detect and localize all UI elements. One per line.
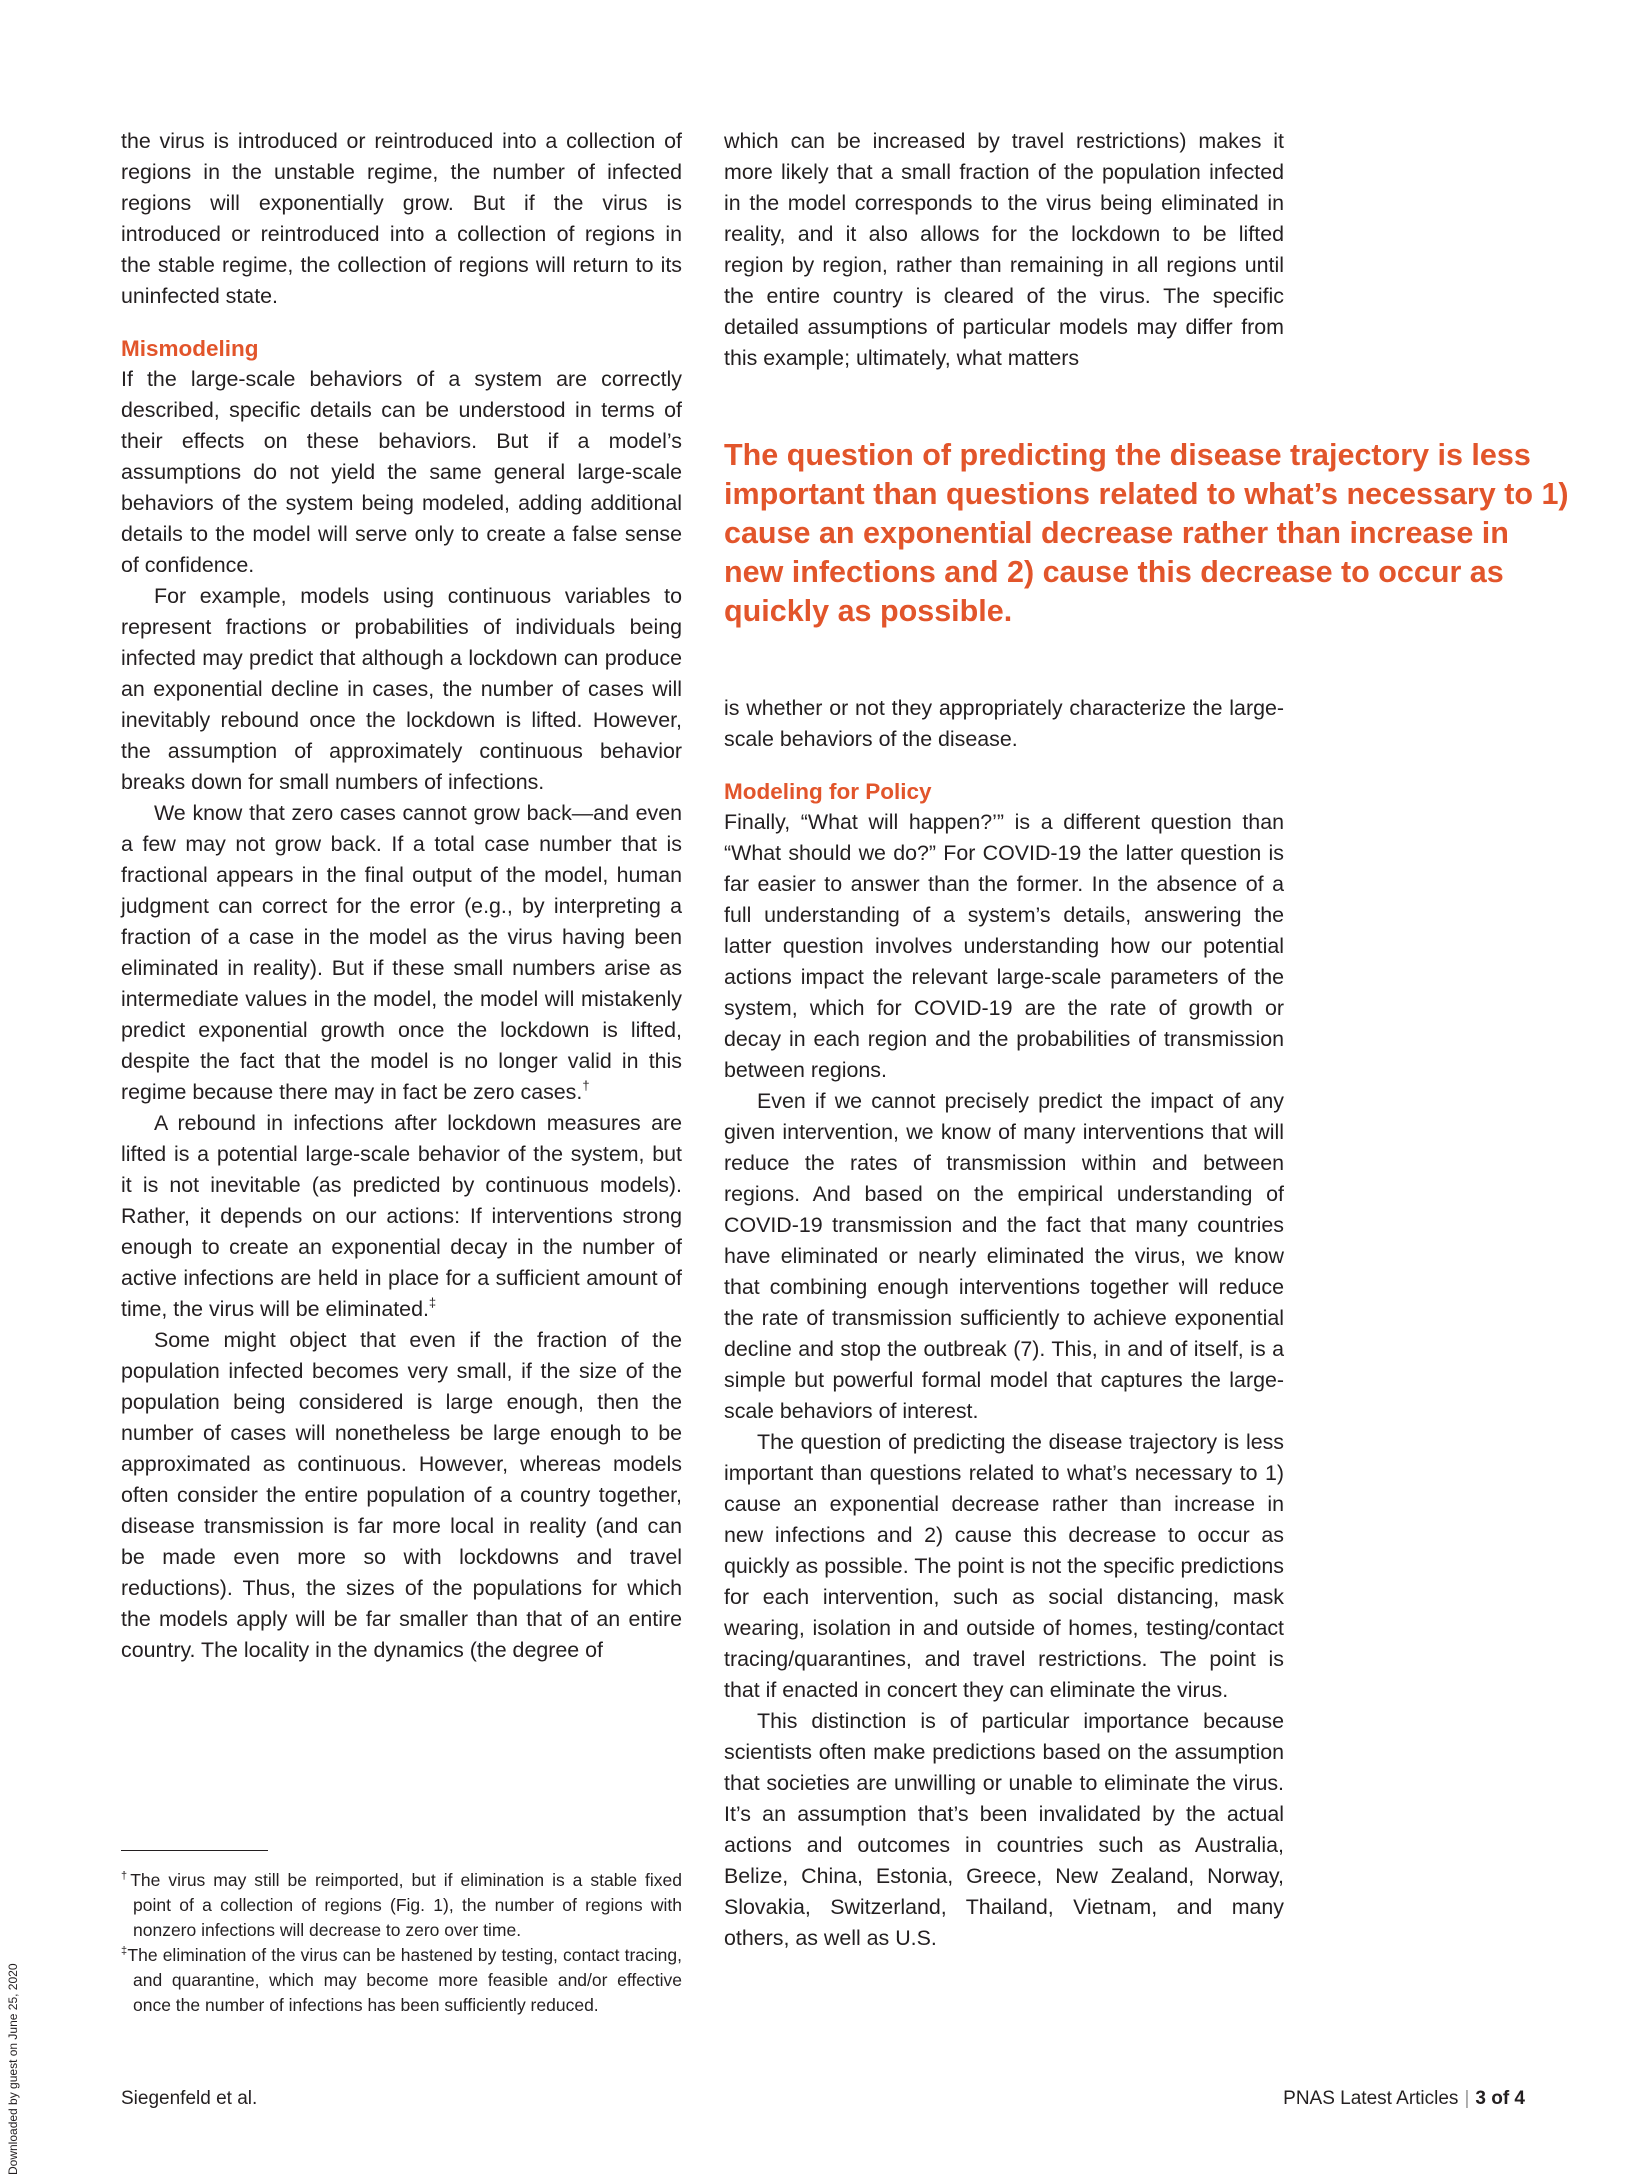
- footnote-mark: †: [121, 1870, 131, 1882]
- paragraph: Finally, “What will happen?’” is a different question than “What should we do?” For COVID-19 the latter question is far easier to answer than the former. In the absence of a full understanding of a system’s details, answering the latter question involves understanding how our potential actions impact the relevant large-scale parameters of the system, which for COVID-19 are the rate of growth or decay in each region and the probabilities of transmission between regions.: [724, 810, 1284, 1082]
- paragraph: Some might object that even if the fraction of the population infected becomes very small, if the size of the population being considered is large enough, then the number of cases will nonetheless be large enough to be approximated as continuous. However, whereas models often consider the entire population of a country together, disease transmission is far more local in reality (and can be made even more so with lockdowns and travel reductions). Thus, the sizes of the populations for which the models apply will be far smaller than that of an entire country. The locality in the dynamics (the degree of: [121, 1328, 682, 1662]
- paragraph-text: A rebound in infections after lockdown measures are lifted is a potential large-scale behavior of the system, but it is not inevitable (as predicted by continuous models). Rather, it depends on our actions: If interventions strong enough to create an exponential decay in the number of active infections are held in place for a sufficient amount of time, the virus will be eliminated.: [121, 1111, 682, 1321]
- right-column: [724, 126, 1569, 1954]
- footnotes: [121, 1868, 682, 2018]
- footnote-ref-dagger[interactable]: †: [582, 1078, 590, 1093]
- paragraph: the virus is introduced or reintroduced into a collection of regions in the unstable regime, the number of infected regions will exponentially grow. But if the virus is introduced or reintroduced into a collection of regions in the stable regime, the collection of regions will return to its uninfected state.: [121, 129, 682, 308]
- left-column: [121, 126, 682, 1666]
- paragraph: is whether or not they appropriately characterize the large-scale behaviors of the disease.: [724, 696, 1284, 751]
- paragraph: which can be increased by travel restrictions) makes it more likely that a small fraction of the population infected in the model corresponds to the virus being eliminated in reality, and it also allows for the lockdown to be lifted region by region, rather than remaining in all regions until the entire country is cleared of the virus. The specific detailed assumptions of particular models may differ from this example; ultimately, what matters: [724, 129, 1284, 370]
- paragraph: [121, 798, 682, 1108]
- footer-separator: |: [1464, 2088, 1470, 2109]
- paragraph: [121, 1108, 682, 1325]
- paragraph-text: We know that zero cases cannot grow back—and even a few may not grow back. If a total case number that is fractional appears in the final output of the model, human judgment can correct for the error (e.g., by interpreting a fraction of a case in the model as the virus having been eliminated in reality). But if these small numbers arise as intermediate values in the model, the model will mistakenly predict exponential growth once the lockdown is lifted, despite the fact that the model is no longer valid in this regime because there may in fact be zero cases.: [121, 801, 682, 1104]
- footnote-dagger: [121, 1868, 682, 1943]
- section-heading-modeling-for-policy: Modeling for Policy: [724, 779, 932, 804]
- download-note: Downloaded by guest on June 25, 2020: [6, 1963, 20, 2175]
- footnote-double-dagger: [121, 1943, 682, 2018]
- footnote-mark: ‡: [121, 1945, 128, 1957]
- paragraph: The question of predicting the disease trajectory is less important than questions related to what’s necessary to 1) cause an exponential decrease rather than increase in new infections and 2) cause this decrease to occur as quickly as possible. The point is not the specific predictions for each intervention, such as social distancing, mask wearing, isolation in and outside of homes, testing/contact tracing/quarantines, and travel restrictions. The point is that if enacted in concert they can eliminate the virus.: [724, 1430, 1284, 1702]
- page-number: 3 of 4: [1475, 2088, 1525, 2109]
- footnote-divider: [121, 1850, 268, 1851]
- paragraph: If the large-scale behaviors of a system are correctly described, specific details can be understood in terms of their effects on these behaviors. But if a model’s assumptions do not yield the same general large-scale behaviors of the system being modeled, adding additional details to the model will serve only to create a false sense of confidence.: [121, 367, 682, 577]
- footer-authors: Siegenfeld et al.: [121, 2088, 258, 2109]
- footnote-text: The virus may still be reimported, but if elimination is a stable fixed point of a collection of regions (Fig. 1), the number of regions with nonzero infections will decrease to zero over time.: [130, 1870, 682, 1940]
- footer-journal: PNAS Latest Articles: [1283, 2088, 1459, 2109]
- pull-quote: The question of predicting the disease trajectory is less important than questions related to what’s necessary to 1) cause an exponential decrease rather than increase in new infections and 2) cause this decrease to occur as quickly as possible.: [724, 438, 1569, 628]
- paragraph: For example, models using continuous variables to represent fractions or probabilities of individuals being infected may predict that although a lockdown can produce an exponential decline in cases, the number of cases will inevitably rebound once the lockdown is lifted. However, the assumption of approximately continuous behavior breaks down for small numbers of infections.: [121, 584, 682, 794]
- footer-journal-info: [1283, 2088, 1525, 2110]
- paragraph: This distinction is of particular importance because scientists often make predictions based on the assumption that societies are unwilling or unable to eliminate the virus. It’s an assumption that’s been invalidated by the actual actions and outcomes in countries such as Australia, Belize, China, Estonia, Greece, New Zealand, Norway, Slovakia, Switzerland, Thailand, Vietnam, and many others, as well as U.S.: [724, 1709, 1284, 1950]
- footnote-ref-double-dagger[interactable]: ‡: [428, 1295, 437, 1310]
- section-heading-mismodeling: Mismodeling: [121, 336, 259, 361]
- footnote-text: The elimination of the virus can be hastened by testing, contact tracing, and quarantine, which may become more feasible and/or effective once the number of infections has been sufficiently reduced.: [127, 1945, 682, 2015]
- paragraph: Even if we cannot precisely predict the impact of any given intervention, we know of many interventions that will reduce the rates of transmission within and between regions. And based on the empirical understanding of COVID-19 transmission and the fact that many countries have eliminated or nearly eliminated the virus, we know that combining enough interventions together will reduce the rate of transmission sufficiently to achieve exponential decline and stop the outbreak (7). This, in and of itself, is a simple but powerful formal model that captures the large-scale behaviors of interest.: [724, 1089, 1284, 1423]
